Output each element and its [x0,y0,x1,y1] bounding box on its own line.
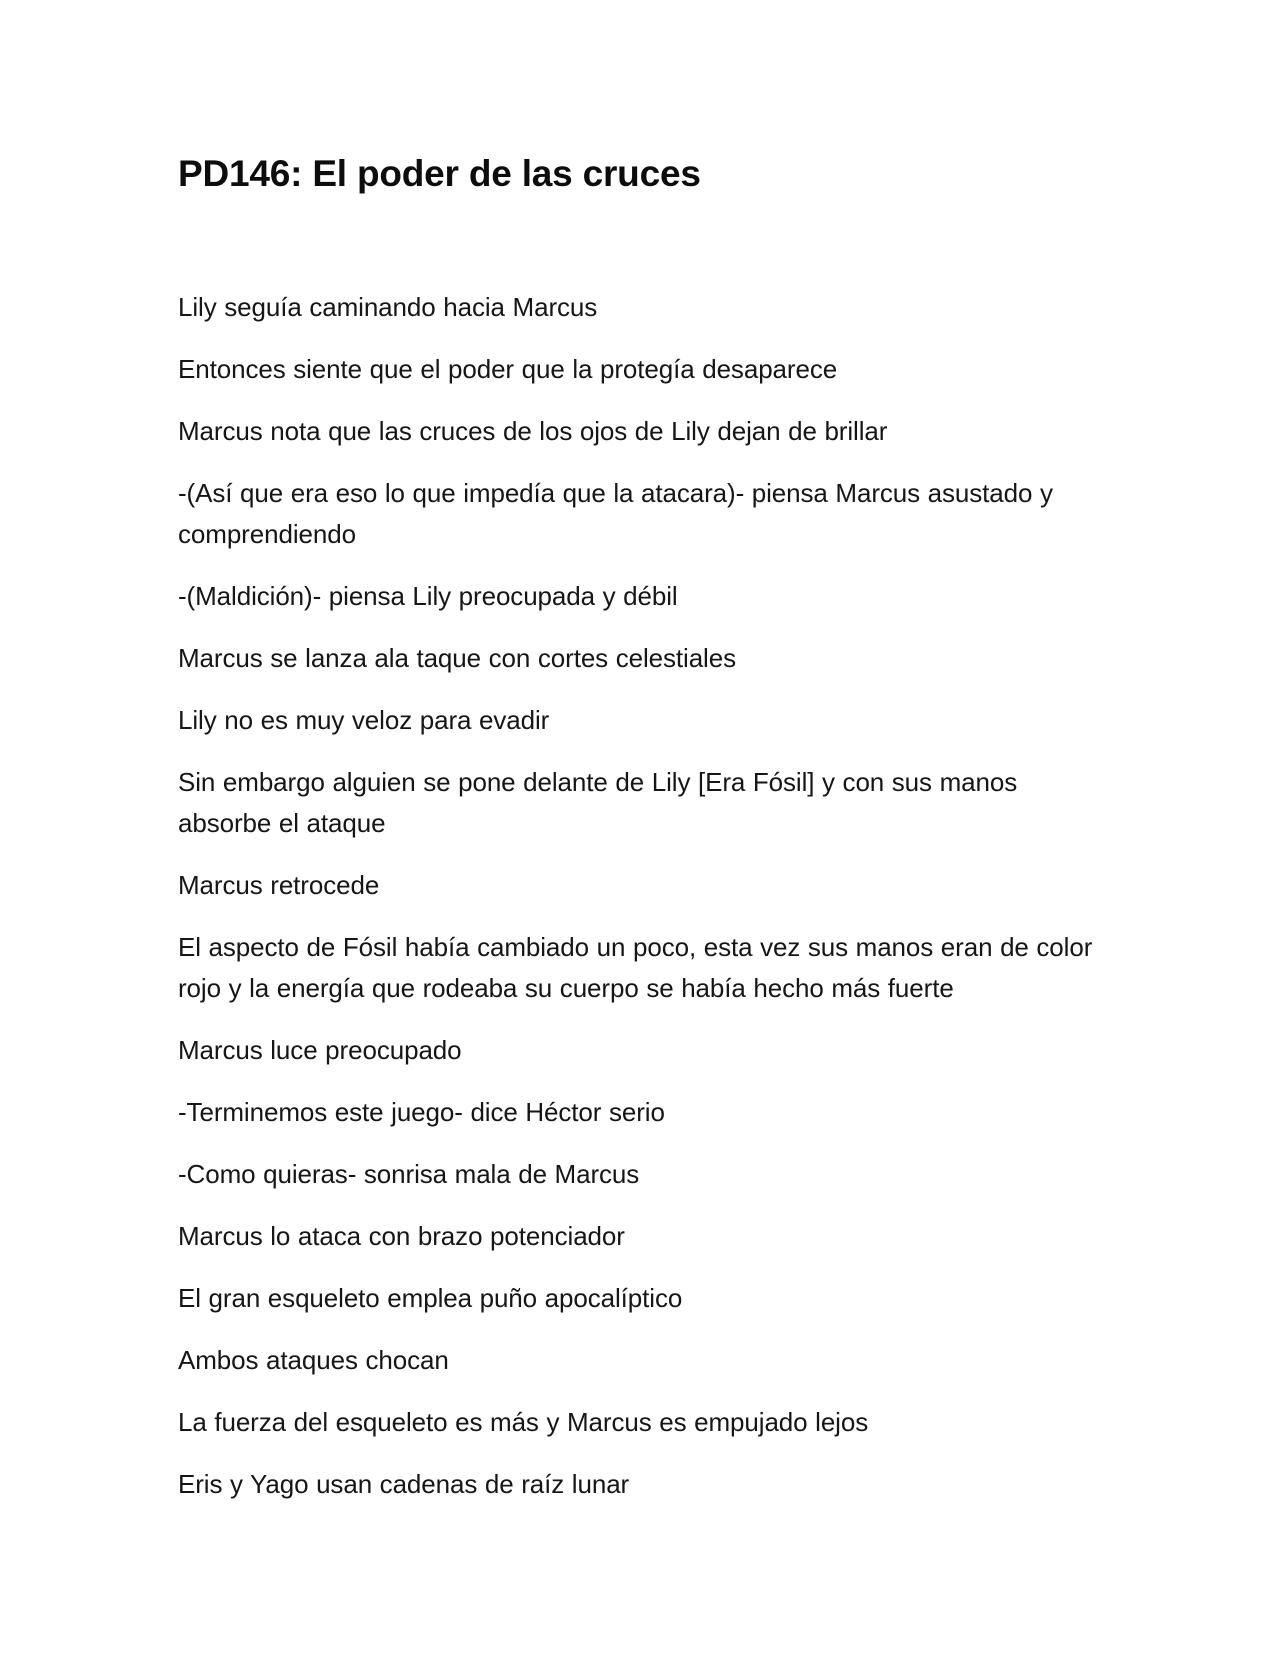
document-body [178,287,1108,1526]
paragraph: -Como quieras- sonrisa mala de Marcus [178,1159,640,1189]
paragraph: Ambos ataques chocan [178,1345,449,1375]
paragraph: -(Maldición)- piensa Lily preocupada y débil [178,581,678,611]
paragraph: -(Así que era eso lo que impedía que la atacara)- piensa Marcus asustado y comprendiendo [178,478,1053,549]
paragraph: Marcus luce preocupado [178,1035,462,1065]
paragraph: Marcus nota que las cruces de los ojos de Lily dejan de brillar [178,416,888,446]
paragraph: Sin embargo alguien se pone delante de Lily [Era Fósil] y con sus manos absorbe el ataque [178,767,1018,838]
document-title: PD146: El poder de las cruces [178,153,701,194]
paragraph: Marcus lo ataca con brazo potenciador [178,1221,625,1251]
paragraph: Eris y Yago usan cadenas de raíz lunar [178,1469,630,1499]
paragraph: El aspecto de Fósil había cambiado un poco, esta vez sus manos eran de color rojo y la energía que rodeaba su cuerpo se había hecho más fuerte [178,932,1093,1003]
paragraph: Lily no es muy veloz para evadir [178,705,550,735]
paragraph: -Terminemos este juego- dice Héctor serio [178,1097,665,1127]
paragraph: Marcus retrocede [178,870,380,900]
paragraph: Entonces siente que el poder que la protegía desaparece [178,354,838,384]
paragraph: La fuerza del esqueleto es más y Marcus es empujado lejos [178,1407,869,1437]
paragraph: El gran esqueleto emplea puño apocalíptico [178,1283,683,1313]
paragraph: Lily seguía caminando hacia Marcus [178,292,598,322]
paragraph: Marcus se lanza ala taque con cortes celestiales [178,643,736,673]
